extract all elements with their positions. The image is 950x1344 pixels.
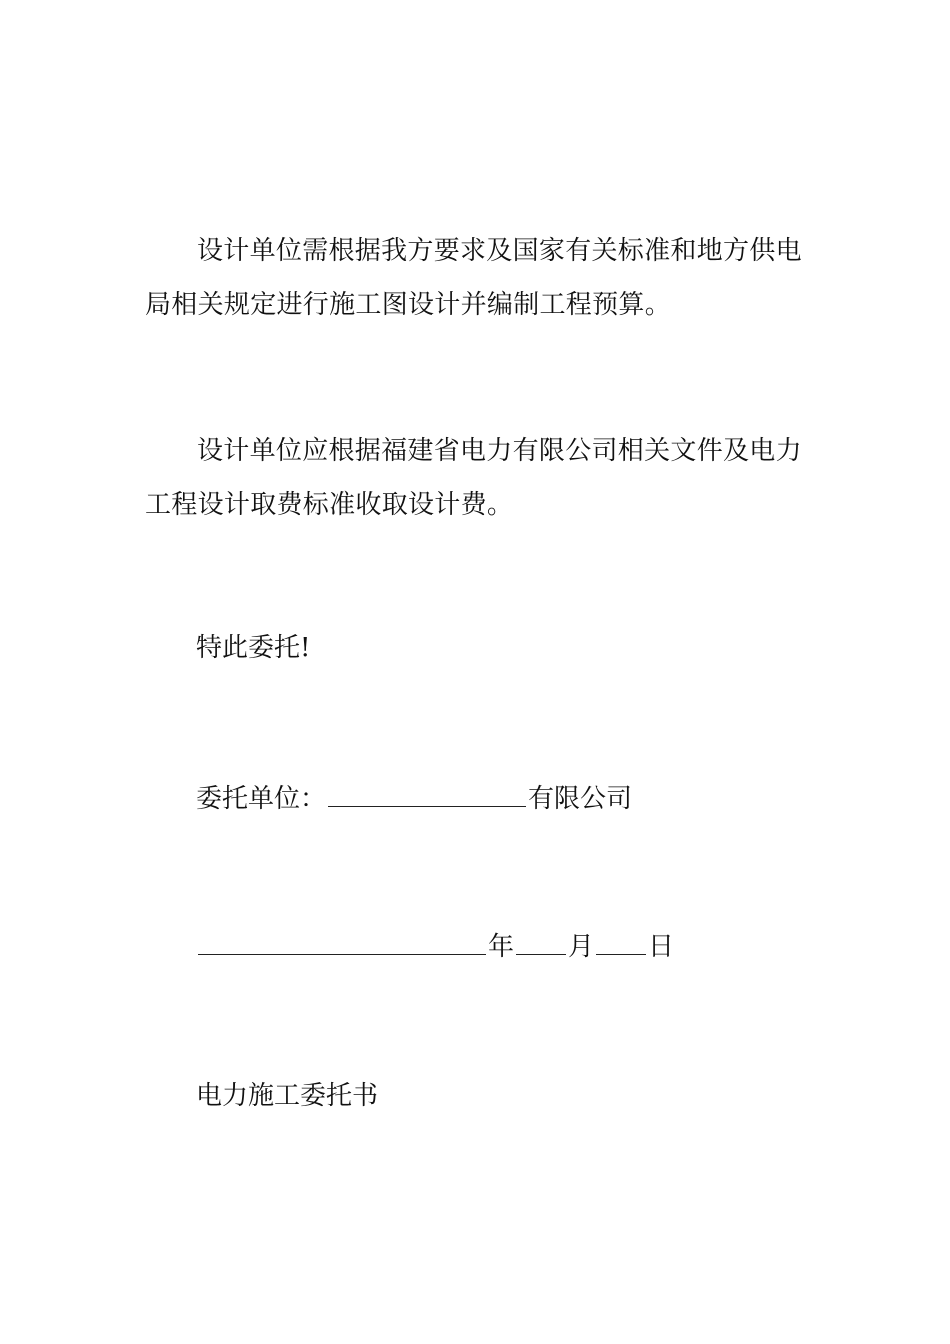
- closing-title: 电力施工委托书: [196, 1081, 379, 1111]
- client-label: 委托单位：: [196, 784, 327, 814]
- date-line: [196, 928, 674, 965]
- month-blank[interactable]: [516, 928, 566, 955]
- client-name-blank[interactable]: [328, 780, 526, 807]
- month-label: 月: [568, 932, 595, 962]
- signature-blank[interactable]: [198, 928, 486, 955]
- client-suffix: 有限公司: [528, 784, 633, 814]
- paragraph-design-requirements: 设计单位需根据我方要求及国家有关标准和地方供电局相关规定进行施工图设计并编制工程预算。: [145, 236, 802, 320]
- paragraph-design-fee: 设计单位应根据福建省电力有限公司相关文件及电力工程设计取费标准收取设计费。: [145, 436, 802, 520]
- entrustment-statement: 特此委托!: [196, 633, 311, 663]
- day-label: 日: [648, 932, 675, 962]
- client-line: [196, 780, 632, 817]
- year-label: 年: [488, 932, 515, 962]
- day-blank[interactable]: [596, 928, 646, 955]
